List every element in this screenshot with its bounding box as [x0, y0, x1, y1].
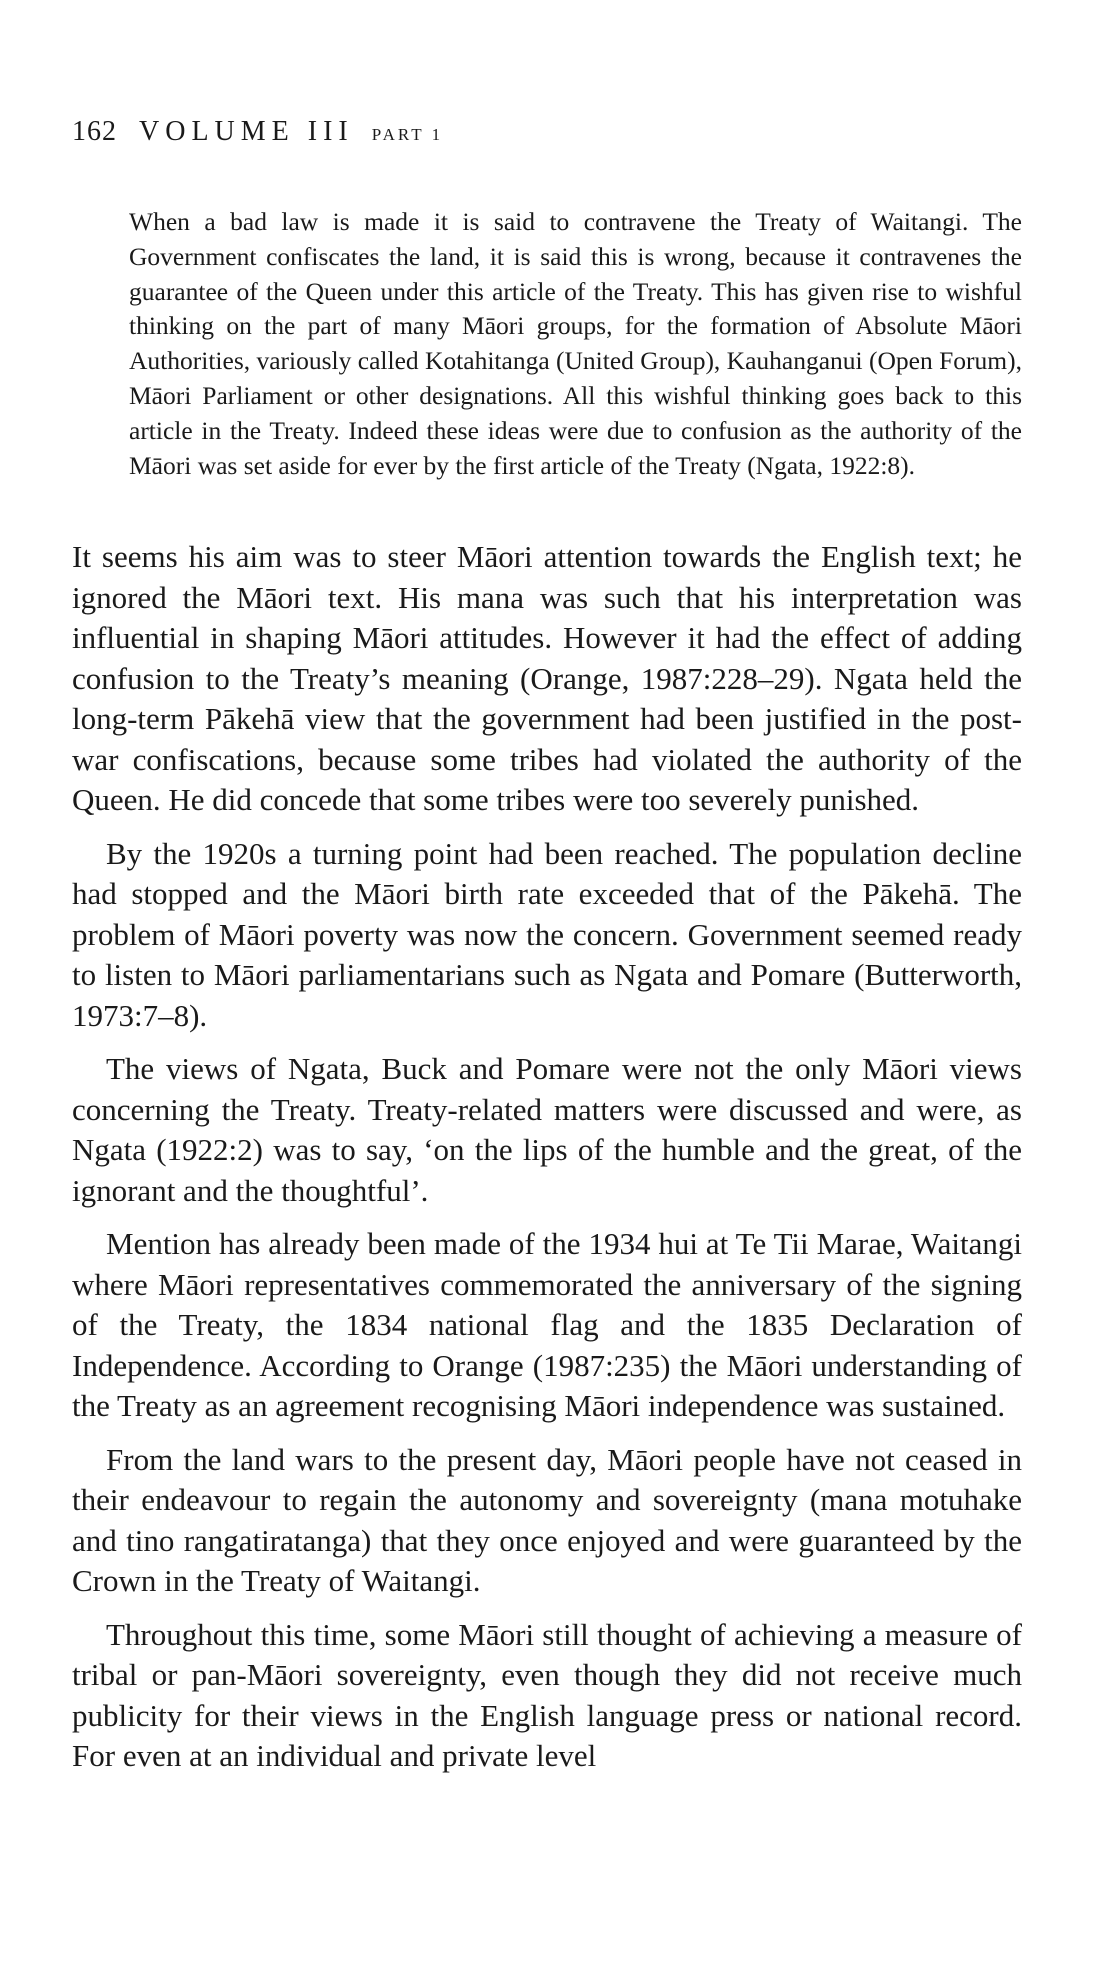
paragraph: Throughout this time, some Māori still thought of achieving a measure of tribal or pan-Māori sovereignty, even though they did not receive much publicity for their views in the English language press or national record. For even at an individual and private level	[72, 1616, 1022, 1773]
paragraph: It seems his aim was to steer Māori attention towards the English text; he ignored the Māori text. His mana was such that his interpretation was influential in shaping Māori attitudes. However it had the effect of adding confusion to the Treaty’s meaning (Orange, 1987:228–29). Ngata held the long-term Pākehā view that the government had been justified in the post-war confiscations, because some tribes had violated the authority of the Queen. He did concede that some tribes were too severely punished.	[72, 539, 1022, 817]
paragraph: By the 1920s a turning point had been reached. The population decline had stopped and the Māori birth rate exceeded that of the Pākehā. The problem of Māori poverty was now the concern. Government seemed ready to listen to Māori parliamentarians such as Ngata and Pomare (Butterworth, 1973:7–8).	[72, 835, 1022, 1033]
paragraph: The views of Ngata, Buck and Pomare were not the only Māori views concerning the Treaty. Treaty-related matters were discussed and were, as Ngata (1922:2) was to say, ‘on the lips of the humble and the great, of the ignorant and the thoughtful’.	[72, 1051, 1022, 1208]
part-label: PART 1	[371, 125, 444, 144]
paragraph: From the land wars to the present day, Māori people have not ceased in their endeavour to regain the autonomy and sovereignty (mana motuhake and tino rangatiratanga) that they once enjoyed and were guaranteed by the Crown in the Treaty of Waitangi.	[72, 1441, 1022, 1598]
paragraph: Mention has already been made of the 1934 hui at Te Tii Marae, Waitangi where Māori representatives commemorated the anniversary of the signing of the Treaty, the 1834 national flag and the 1835 Declaration of Independence. According to Orange (1987:235) the Māori understanding of the Treaty as an agreement recognising Māori independence was sustained.	[72, 1226, 1022, 1423]
page-number: 162	[72, 116, 117, 147]
running-head	[72, 116, 443, 148]
volume-label: VOLUME III	[139, 116, 354, 147]
body-text	[72, 537, 1022, 1790]
block-quote: When a bad law is made it is said to contravene the Treaty of Waitangi. The Government confiscates the land, it is said this is wrong, because it contravenes the guarantee of the Queen under this article of the Treaty. This has given rise to wishful thinking on the part of many Māori groups, for the formation of Absolute Māori Authorities, variously called Kotahitanga (United Group), Kauhanganui (Open Forum), Māori Parliament or other designations. All this wishful thinking goes back to this article in the Treaty. Indeed these ideas were due to confusion as the authority of the Māori was set aside for ever by the first article of the Treaty (Ngata, 1922:8).	[129, 207, 1022, 480]
